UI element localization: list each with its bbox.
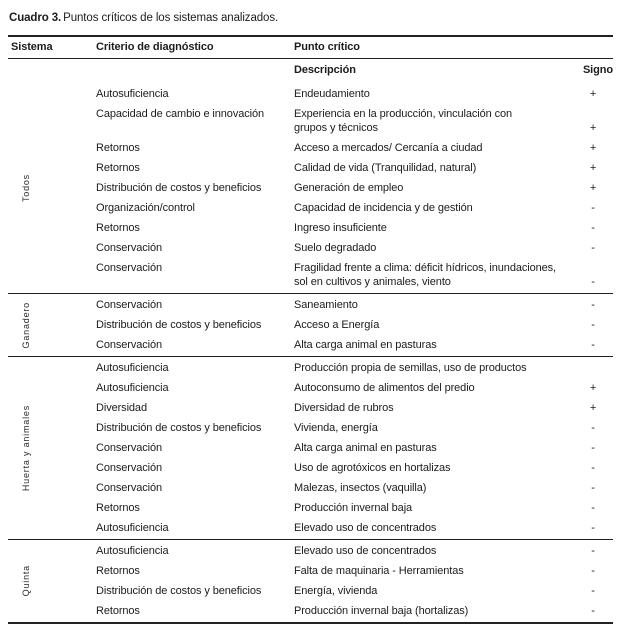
descripcion-cell: Producción propia de semillas, uso de productos <box>294 362 527 374</box>
criterio-cell: Retornos <box>96 502 140 514</box>
criterio-cell: Conservación <box>96 442 163 454</box>
descripcion-cell: Ingreso insuficiente <box>294 222 387 234</box>
column-header-criterio: Criterio de diagnóstico <box>96 41 214 53</box>
signo-cell: - <box>591 222 595 234</box>
criterio-cell: Conservación <box>96 462 163 474</box>
criterio-cell: Retornos <box>96 142 140 154</box>
group-rows <box>96 540 613 622</box>
table-row <box>96 258 613 292</box>
signo-cell: + <box>589 142 597 154</box>
descripcion-cell: Malezas, insectos (vaquilla) <box>294 482 427 494</box>
signo-cell: - <box>591 565 595 577</box>
system-label-cell <box>8 83 96 293</box>
column-header-sistema: Sistema <box>11 41 53 53</box>
criterio-cell: Organización/control <box>96 202 195 214</box>
criterio-cell: Distribución de costos y beneficios <box>96 319 262 331</box>
descripcion-cell: Experiencia en la producción, vinculación con grupos y técnicos <box>294 108 513 134</box>
criterio-cell: Distribución de costos y beneficios <box>96 182 262 194</box>
table-row <box>96 418 613 438</box>
signo-cell: - <box>591 319 595 331</box>
table-row <box>96 398 613 418</box>
table-row <box>96 478 613 498</box>
criterio-cell: Retornos <box>96 162 140 174</box>
criterio-cell: Retornos <box>96 605 140 617</box>
table-row <box>96 84 613 104</box>
table-row <box>96 358 613 378</box>
table-subheader-row <box>8 59 613 83</box>
signo-cell: - <box>591 202 595 214</box>
table-row <box>96 198 613 218</box>
table-row <box>96 498 613 518</box>
descripcion-cell: Uso de agrotóxicos en hortalizas <box>294 462 451 474</box>
table-row <box>96 238 613 258</box>
descripcion-cell: Elevado uso de concentrados <box>294 522 437 534</box>
descripcion-cell: Capacidad de incidencia y de gestión <box>294 202 473 214</box>
descripcion-cell: Generación de empleo <box>294 182 404 194</box>
table-body <box>8 83 613 622</box>
descripcion-cell: Vivienda, energía <box>294 422 378 434</box>
table-row <box>96 158 613 178</box>
subheader-spacer <box>8 64 96 77</box>
group-rows <box>96 83 613 293</box>
descripcion-cell: Autoconsumo de alimentos del predio <box>294 382 475 394</box>
descripcion-cell: Saneamiento <box>294 299 358 311</box>
table-row <box>96 601 613 621</box>
table-row <box>96 438 613 458</box>
criterio-cell: Autosuficiencia <box>96 362 169 374</box>
caption-text: Puntos críticos de los sistemas analizados. <box>63 12 279 24</box>
subheader-spacer <box>96 64 294 77</box>
system-group <box>8 83 613 293</box>
system-group <box>8 356 613 539</box>
criterio-cell: Distribución de costos y beneficios <box>96 422 262 434</box>
criterio-cell: Conservación <box>96 242 163 254</box>
descripcion-cell: Energía, vivienda <box>294 585 378 597</box>
table-row <box>96 378 613 398</box>
system-label: Ganadero <box>21 301 31 349</box>
signo-cell: - <box>591 585 595 597</box>
signo-cell: + <box>589 122 597 134</box>
system-label: Todos <box>21 173 31 203</box>
column-header-signo: Signo <box>582 64 613 76</box>
descripcion-cell: Alta carga animal en pasturas <box>294 339 437 351</box>
criterio-cell: Conservación <box>96 339 163 351</box>
critical-points-table <box>8 35 613 624</box>
criterio-cell: Retornos <box>96 565 140 577</box>
table-header-row <box>8 37 613 59</box>
system-group <box>8 293 613 356</box>
column-header-punto-critico: Punto crítico <box>294 41 360 53</box>
descripcion-cell: Producción invernal baja (hortalizas) <box>294 605 469 617</box>
signo-cell: - <box>591 276 595 288</box>
criterio-cell: Conservación <box>96 482 163 494</box>
caption-label: Cuadro 3. <box>9 12 62 24</box>
table-row <box>96 541 613 561</box>
table-row <box>96 138 613 158</box>
table-row <box>96 458 613 478</box>
descripcion-cell: Calidad de vida (Tranquilidad, natural) <box>294 162 477 174</box>
criterio-cell: Autosuficiencia <box>96 545 169 557</box>
signo-cell: - <box>591 545 595 557</box>
signo-cell: - <box>591 462 595 474</box>
system-label-cell <box>8 540 96 622</box>
criterio-cell: Diversidad <box>96 402 147 414</box>
descripcion-cell: Elevado uso de concentrados <box>294 545 437 557</box>
signo-cell: - <box>591 502 595 514</box>
criterio-cell: Autosuficiencia <box>96 382 169 394</box>
column-header-descripcion: Descripción <box>294 64 356 76</box>
signo-cell: + <box>589 382 597 394</box>
descripcion-cell: Acceso a mercados/ Cercanía a ciudad <box>294 142 483 154</box>
descripcion-cell: Fragilidad frente a clima: déficit hídricos, inundaciones, sol en cultivos y animales, viento <box>294 262 557 288</box>
signo-cell: - <box>591 339 595 351</box>
group-rows <box>96 357 613 539</box>
signo-cell: + <box>589 162 597 174</box>
criterio-cell: Autosuficiencia <box>96 522 169 534</box>
signo-cell: + <box>589 402 597 414</box>
signo-cell: + <box>589 88 597 100</box>
system-label-cell <box>8 294 96 356</box>
criterio-cell: Conservación <box>96 299 163 311</box>
signo-cell: + <box>589 182 597 194</box>
table-caption <box>9 11 613 25</box>
table-row <box>96 581 613 601</box>
system-label: Huerta y animales <box>21 404 31 492</box>
criterio-cell: Capacidad de cambio e innovación <box>96 108 265 120</box>
descripcion-cell: Producción invernal baja <box>294 502 413 514</box>
table-row <box>96 518 613 538</box>
descripcion-cell: Acceso a Energía <box>294 319 380 331</box>
descripcion-cell: Suelo degradado <box>294 242 377 254</box>
criterio-cell: Autosuficiencia <box>96 88 169 100</box>
table-row <box>96 104 613 138</box>
table-row <box>96 335 613 355</box>
signo-cell: - <box>591 299 595 311</box>
signo-cell: - <box>591 605 595 617</box>
system-label-cell <box>8 357 96 539</box>
table-row <box>96 178 613 198</box>
descripcion-cell: Endeudamiento <box>294 88 370 100</box>
signo-cell: - <box>591 482 595 494</box>
descripcion-cell: Alta carga animal en pasturas <box>294 442 437 454</box>
table-row <box>96 315 613 335</box>
signo-cell: - <box>591 422 595 434</box>
criterio-cell: Distribución de costos y beneficios <box>96 585 262 597</box>
criterio-cell: Retornos <box>96 222 140 234</box>
group-rows <box>96 294 613 356</box>
descripcion-cell: Diversidad de rubros <box>294 402 394 414</box>
table-row <box>96 295 613 315</box>
system-group <box>8 539 613 622</box>
system-label: Quinta <box>21 565 31 597</box>
criterio-cell: Conservación <box>96 262 163 274</box>
table-row <box>96 561 613 581</box>
table-row <box>96 218 613 238</box>
signo-cell: - <box>591 242 595 254</box>
signo-cell: - <box>591 442 595 454</box>
descripcion-cell: Falta de maquinaria - Herramientas <box>294 565 464 577</box>
signo-cell: - <box>591 522 595 534</box>
